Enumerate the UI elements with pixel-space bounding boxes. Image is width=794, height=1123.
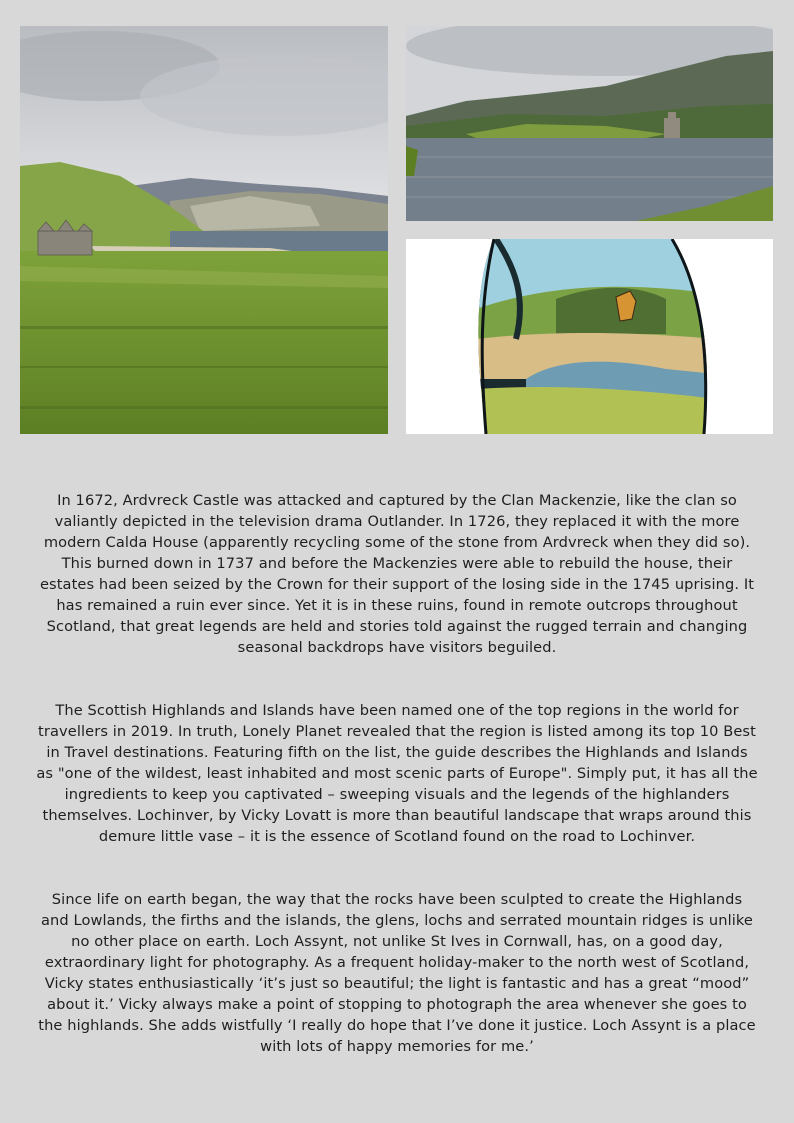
photo-lochinver-vase bbox=[406, 239, 773, 434]
castle-meadow-illustration bbox=[20, 26, 388, 434]
paragraph-loch-assynt bbox=[36, 889, 758, 1057]
paragraph-text: Since life on earth began, the way that the rocks have been sculpted to create the Highlands and Lowlands, the firths and the islands, the glens, lochs and serrated mountain ridges is unlike no other place on earth. Loch Assynt, not unlike St Ives in Cornwall, has, on a good day, extraordinary light for photography. As a frequent holiday-maker to the north west of Scotland, Vicky states enthusiastically ‘it’s just so beautiful; the light is fantastic and has a great “mood” about it.’ Vicky always make a point of stopping to photograph the area whenever she goes to the highlands. She adds wistfully ‘I really do hope that I’ve done it justice. Loch Assynt is a place with lots of happy memories for me.’ bbox=[38, 891, 756, 1055]
vase-illustration bbox=[406, 239, 773, 434]
photo-loch-assynt-castle bbox=[406, 26, 773, 221]
paragraph-highlands-travel bbox=[36, 700, 758, 847]
photo-ardvreck-castle-meadow bbox=[20, 26, 388, 434]
paragraph-text: The Scottish Highlands and Islands have been named one of the top regions in the world for travellers in 2019. In truth, Lonely Planet revealed that the region is listed among its top 10 Best in Travel destinations. Featuring fifth on the list, the guide describes the Highlands and Islands as "one of the wildest, least inhabited and most scenic parts of Europe". Simply put, it has all the ingredients to keep you captivated – sweeping visuals and the legends of the highlanders themselves. Lochinver, by Vicky Lovatt is more than beautiful landscape that wraps around this demure little vase – it is the essence of Scotland found on the road to Lochinver. bbox=[36, 702, 758, 845]
loch-castle-illustration bbox=[406, 26, 773, 221]
paragraph-ardvreck-history bbox=[36, 490, 758, 658]
paragraph-text: In 1672, Ardvreck Castle was attacked and captured by the Clan Mackenzie, like the clan so valiantly depicted in the television drama Outlander. In 1726, they replaced it with the more modern Calda House (apparently recycling some of the stone from Ardvreck when they did so). This burned down in 1737 and before the Mackenzies were able to rebuild the house, their estates had been seized by the Crown for their support of the losing side in the 1745 uprising. It has remained a ruin ever since. Yet it is in these ruins, found in remote outcrops throughout Scotland, that great legends are held and stories told against the rugged terrain and changing seasonal backdrops have visitors beguiled. bbox=[39, 492, 755, 656]
